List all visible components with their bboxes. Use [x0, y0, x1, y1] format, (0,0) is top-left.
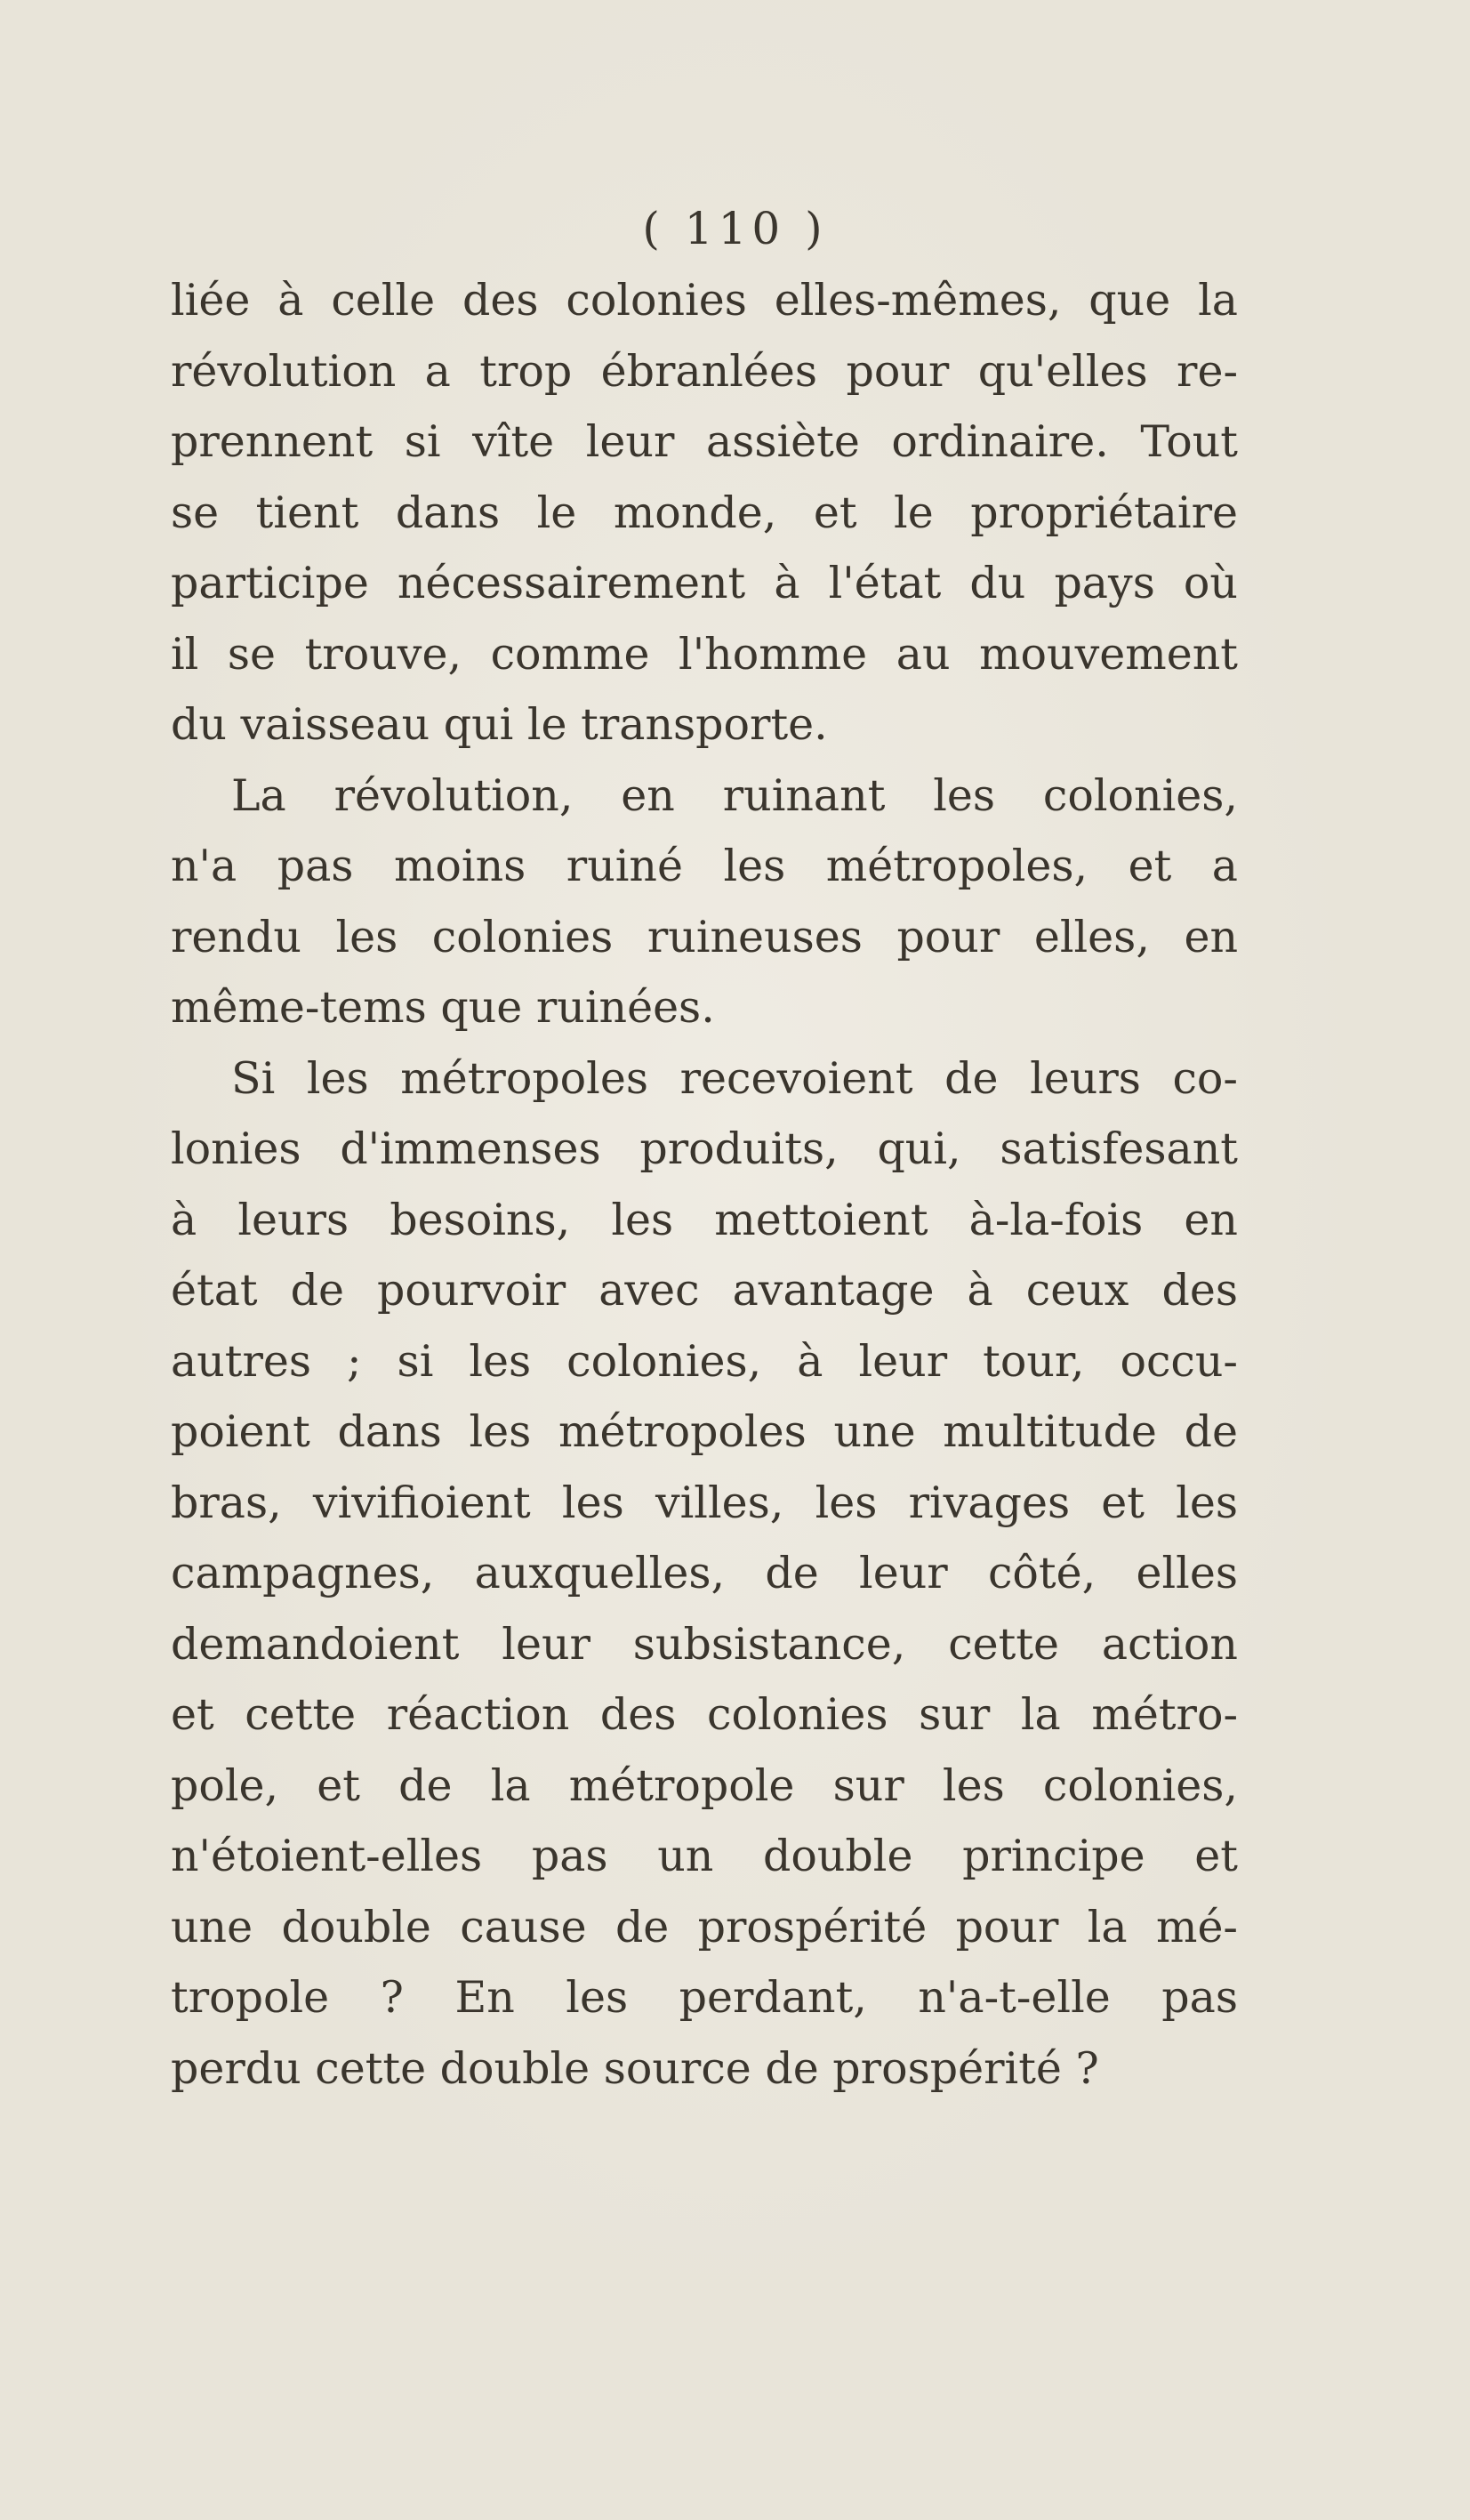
text-line: du vaisseau qui le transporte.	[171, 699, 828, 750]
body-text	[171, 265, 1238, 2104]
text-line: il se trouve, comme l'homme au mouvement	[171, 628, 1238, 680]
paragraph-first-line: La révolution, en ruinant les colonies,	[231, 769, 1238, 821]
text-line: participe nécessairement à l'état du pays où	[171, 558, 1238, 608]
text-line: liée à celle des colonies elles-mêmes, que la	[171, 275, 1238, 326]
text-line: tropole ? En les perdant, n'a-t-elle pas	[171, 1972, 1238, 2023]
text-line: rendu les colonies ruineuses pour elles, en	[171, 911, 1238, 962]
text-line: se tient dans le monde, et le propriétaire	[171, 487, 1238, 538]
text-line: même-tems que ruinées.	[171, 982, 715, 1033]
text-line: et cette réaction des colonies sur la métro-	[171, 1689, 1238, 1740]
text-line: état de pourvoir avec avantage à ceux des	[171, 1265, 1238, 1316]
text-line: lonies d'immenses produits, qui, satisfesant	[171, 1123, 1238, 1174]
paragraph-first-line: Si les métropoles recevoient de leurs co-	[231, 1052, 1238, 1104]
text-line: pole, et de la métropole sur les colonies,	[171, 1759, 1238, 1811]
text-line: prennent si vîte leur assiète ordinaire. Tout	[171, 416, 1238, 467]
text-line: révolution a trop ébranlées pour qu'elles re-	[171, 345, 1238, 397]
text-line: autres ; si les colonies, à leur tour, occu-	[171, 1335, 1238, 1387]
text-line: demandoient leur subsistance, cette action	[171, 1618, 1238, 1670]
page-number: ( 110 )	[642, 203, 828, 254]
text-line: n'a pas moins ruiné les métropoles, et a	[171, 841, 1238, 891]
text-line: une double cause de prospérité pour la mé-	[171, 1901, 1238, 1952]
text-line: campagnes, auxquelles, de leur côté, elles	[171, 1548, 1238, 1598]
text-line: n'étoient-elles pas un double principe et	[171, 1831, 1238, 1881]
text-line: perdu cette double source de prospérité ?	[171, 2042, 1099, 2094]
text-line: bras, vivifioient les villes, les rivages et les	[171, 1477, 1238, 1528]
text-line: poient dans les métropoles une multitude de	[171, 1406, 1238, 1457]
text-line: à leurs besoins, les mettoient à-la-fois en	[171, 1194, 1238, 1245]
